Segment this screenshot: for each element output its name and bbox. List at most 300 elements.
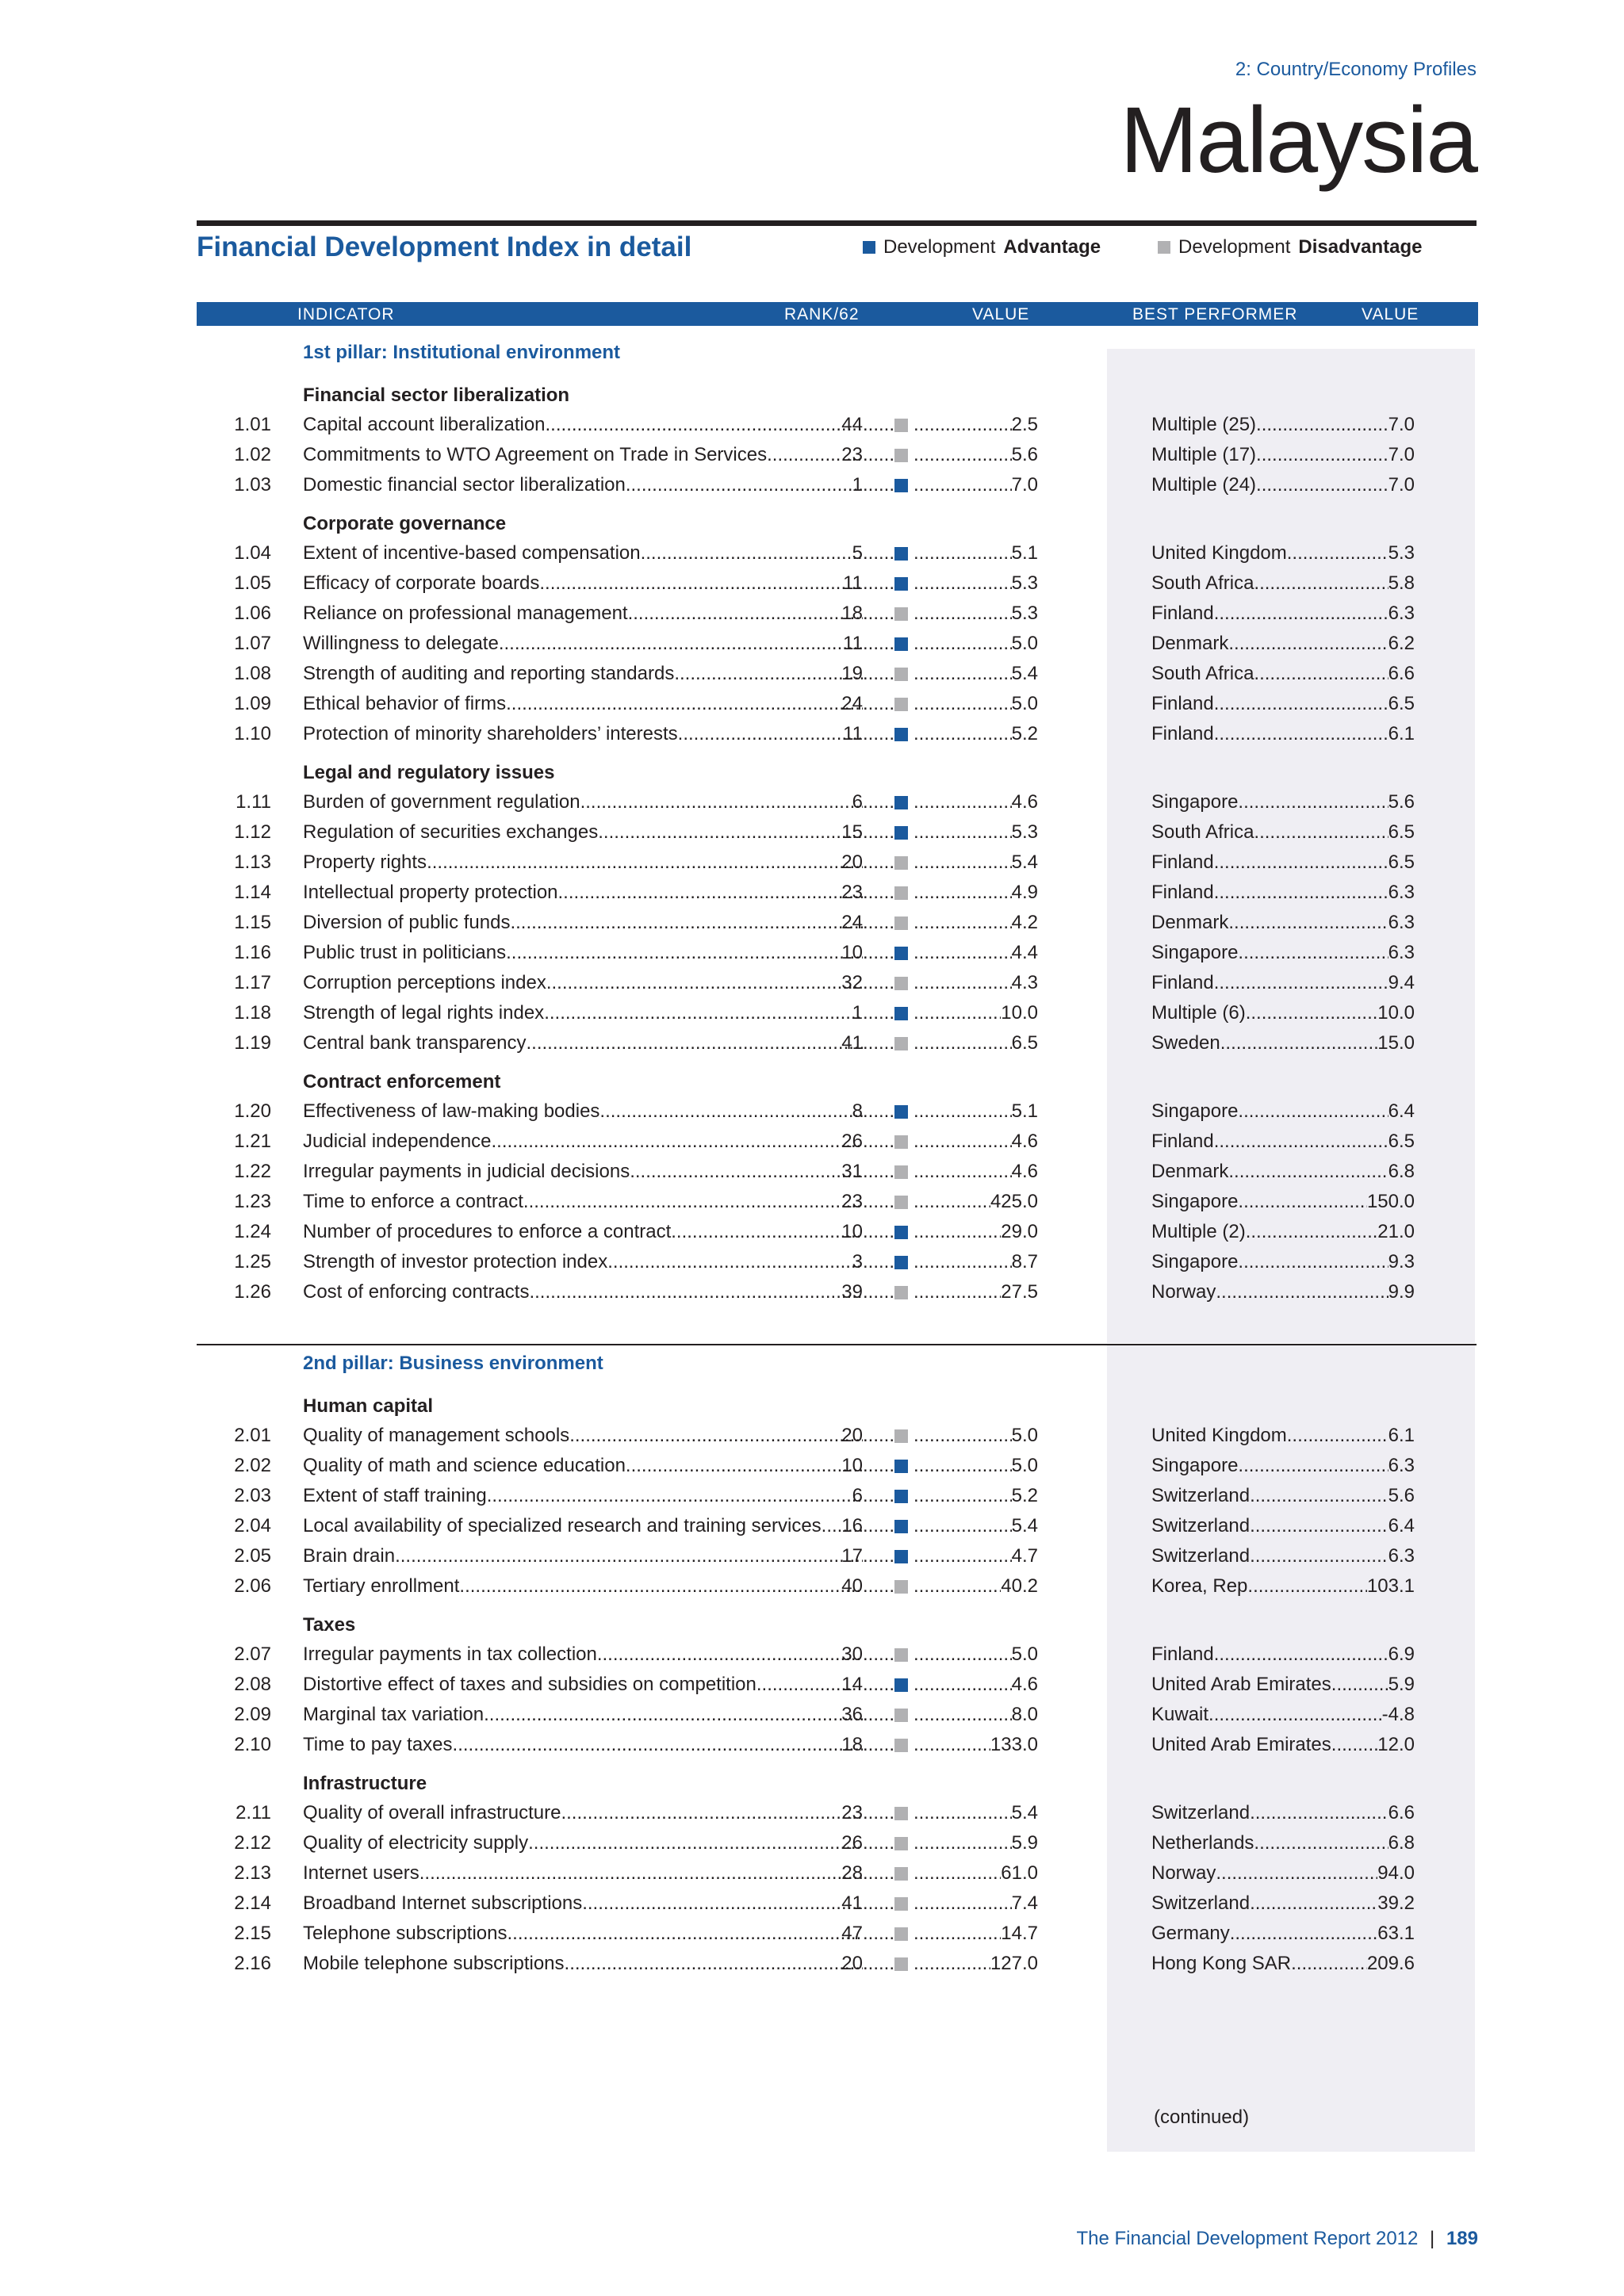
leader-dots [914, 689, 1012, 719]
best-performer [1151, 878, 1415, 908]
rank-value: 3 [852, 1251, 863, 1272]
indicator-code: 1.08 [234, 663, 271, 684]
indicator-name: Quality of math and science education [303, 1455, 626, 1476]
indicator-code: 1.16 [234, 942, 271, 963]
best-performer-value: 6.8 [1388, 1161, 1415, 1182]
rank-value: 20 [841, 851, 863, 873]
best-performer-value: 6.3 [1388, 882, 1415, 903]
leader-dots [914, 1028, 1012, 1058]
best-performer-name: South Africa [1151, 821, 1254, 843]
leader-dots [914, 599, 1012, 629]
indicator-code: 2.07 [234, 1644, 271, 1665]
best-performer-value: 6.3 [1388, 603, 1415, 624]
indicator-value [914, 1451, 1038, 1481]
indicator-name: Irregular payments in tax collection [303, 1644, 597, 1665]
page-number: 189 [1446, 2228, 1478, 2249]
best-performer-name: Finland [1151, 693, 1214, 714]
indicator-name: Reliance on professional management [303, 603, 628, 624]
leader-dots [582, 1888, 863, 1919]
rank-value: 30 [841, 1644, 863, 1665]
value-text: 5.3 [1011, 821, 1038, 843]
indicator-value [914, 1028, 1038, 1058]
value-text: 5.0 [1011, 693, 1038, 714]
best-performer-value: 5.3 [1388, 542, 1415, 564]
country-title: Malaysia [1120, 88, 1477, 193]
leader-dots [427, 848, 863, 878]
legend-advantage-word: Advantage [1003, 236, 1101, 258]
indicator-name: Willingness to delegate [303, 633, 499, 654]
footer-separator: | [1430, 2228, 1435, 2249]
leader-dots [863, 908, 893, 938]
value-text: 5.6 [1011, 444, 1038, 465]
best-performer [1151, 599, 1415, 629]
rank-value: 32 [841, 972, 863, 993]
indicator-name: Brain drain [303, 1545, 396, 1567]
table-row [0, 1700, 1624, 1730]
table-row [0, 1888, 1624, 1919]
leader-dots [914, 878, 1012, 908]
rank-value: 19 [841, 663, 863, 684]
disadvantage-square-icon [894, 916, 908, 930]
best-performer [1151, 1798, 1415, 1828]
leader-dots [1238, 787, 1388, 817]
leader-dots [484, 1700, 863, 1730]
indicator-name: Efficacy of corporate boards [303, 572, 540, 594]
value-text: 5.2 [1011, 1485, 1038, 1506]
best-performer-name: Singapore [1151, 942, 1239, 963]
indicator-label [303, 719, 863, 749]
leader-dots [863, 878, 893, 908]
indicator-name: Time to enforce a contract [303, 1191, 523, 1212]
table-row [0, 817, 1624, 848]
table-row [0, 1640, 1624, 1670]
leader-dots [863, 1828, 893, 1858]
best-performer-name: Multiple (6) [1151, 1002, 1246, 1024]
rank-value: 1 [852, 1002, 863, 1024]
table-row [0, 568, 1624, 599]
leader-dots [914, 1187, 990, 1217]
value-text: 4.6 [1011, 791, 1038, 813]
best-performer-name: Switzerland [1151, 1485, 1251, 1506]
rank-value: 23 [841, 1802, 863, 1823]
group-title: Taxes [303, 1614, 356, 1636]
leader-dots [561, 1798, 863, 1828]
value-text: 61.0 [1001, 1862, 1038, 1884]
best-performer-name: Finland [1151, 603, 1214, 624]
indicator-label [303, 848, 863, 878]
indicator-value [914, 1730, 1038, 1760]
best-performer-value: 209.6 [1366, 1953, 1415, 1974]
rank-value: 8 [852, 1100, 863, 1122]
advantage-square-icon [894, 1105, 908, 1119]
table-row [0, 848, 1624, 878]
leader-dots [1291, 1949, 1367, 1979]
indicator-label [303, 568, 863, 599]
pillar-title: 1st pillar: Institutional environment [303, 342, 621, 363]
leader-dots [1253, 1571, 1367, 1601]
leader-dots [419, 1858, 863, 1888]
indicator-value [914, 1949, 1038, 1979]
indicator-value [914, 599, 1038, 629]
leader-dots [1246, 1217, 1378, 1247]
leader-dots [1228, 629, 1388, 659]
best-performer-value: 6.3 [1388, 912, 1415, 933]
best-performer [1151, 1096, 1415, 1127]
indicator-label [303, 1828, 863, 1858]
indicator-name: Broadband Internet subscriptions [303, 1892, 583, 1914]
indicator-code: 1.02 [234, 444, 271, 465]
leader-dots [863, 1127, 893, 1157]
leader-dots [863, 1451, 893, 1481]
indicator-code: 1.26 [234, 1281, 271, 1303]
best-performer [1151, 1640, 1415, 1670]
indicator-value [914, 1571, 1038, 1601]
indicator-name: Marginal tax variation [303, 1704, 485, 1725]
leader-dots [863, 787, 893, 817]
indicator-value [914, 1247, 1038, 1277]
leader-dots [863, 1187, 893, 1217]
table-row [0, 440, 1624, 470]
indicator-name: Tertiary enrollment [303, 1575, 460, 1597]
leader-dots [1216, 1858, 1377, 1888]
disadvantage-square-icon [894, 1648, 908, 1662]
indicator-value [914, 1421, 1038, 1451]
table-row [0, 1571, 1624, 1601]
disadvantage-square-icon [894, 886, 908, 900]
best-performer-value: 150.0 [1366, 1191, 1415, 1212]
value-text: 27.5 [1001, 1281, 1038, 1303]
legend-advantage [863, 236, 1101, 258]
rank-value: 10 [841, 1455, 863, 1476]
leader-dots [863, 1247, 893, 1277]
indicator-code: 1.06 [234, 603, 271, 624]
best-performer-name: Switzerland [1151, 1515, 1251, 1536]
leader-dots [1256, 470, 1388, 500]
indicator-value [914, 1127, 1038, 1157]
indicator-name: Extent of incentive-based compensation [303, 542, 641, 564]
table-row [0, 1858, 1624, 1888]
leader-dots [395, 1541, 863, 1571]
disadvantage-square-icon [894, 1957, 908, 1971]
indicator-label [303, 998, 863, 1028]
leader-dots [914, 1571, 1001, 1601]
best-performer [1151, 1541, 1415, 1571]
col-best-performer: BEST PERFORMER [1132, 305, 1298, 323]
best-performer [1151, 1858, 1415, 1888]
disadvantage-square-icon [894, 607, 908, 621]
disadvantage-square-icon [894, 1837, 908, 1850]
best-performer-name: United Arab Emirates [1151, 1734, 1331, 1755]
indicator-label [303, 659, 863, 689]
value-text: 4.4 [1011, 942, 1038, 963]
indicator-name: Quality of overall infrastructure [303, 1802, 561, 1823]
indicator-name: Property rights [303, 851, 427, 873]
indicator-code: 2.11 [236, 1802, 271, 1823]
leader-dots [1287, 538, 1388, 568]
leader-dots [539, 568, 863, 599]
best-performer-name: Singapore [1151, 1100, 1239, 1122]
best-performer-value: 6.9 [1388, 1644, 1415, 1665]
indicator-label [303, 538, 863, 568]
leader-dots [1250, 1511, 1388, 1541]
table-row [0, 1481, 1624, 1511]
best-performer-value: 6.3 [1388, 942, 1415, 963]
rank-value: 40 [841, 1575, 863, 1597]
leader-dots [914, 568, 1012, 599]
table-row [0, 1028, 1624, 1058]
value-text: 5.4 [1011, 851, 1038, 873]
best-performer-value: 6.1 [1388, 723, 1415, 744]
value-text: 4.9 [1011, 882, 1038, 903]
table-row [0, 908, 1624, 938]
leader-dots [1250, 1541, 1388, 1571]
value-text: 4.7 [1011, 1545, 1038, 1567]
best-performer-name: Finland [1151, 723, 1214, 744]
indicator-name: Extent of staff training [303, 1485, 487, 1506]
leader-dots [580, 787, 863, 817]
leader-dots [1214, 848, 1388, 878]
rank-value: 11 [843, 723, 863, 744]
table-row [0, 659, 1624, 689]
table-row [0, 998, 1624, 1028]
pillar-title: 2nd pillar: Business environment [303, 1353, 603, 1374]
leader-dots [863, 719, 893, 749]
leader-dots [914, 1919, 1001, 1949]
legend-disadvantage-prefix: Development [1178, 236, 1291, 258]
advantage-square-icon [863, 241, 875, 254]
best-performer [1151, 1949, 1415, 1979]
advantage-square-icon [894, 796, 908, 809]
leader-dots [863, 1421, 893, 1451]
indicator-code: 1.15 [234, 912, 271, 933]
group-title: Corporate governance [303, 513, 507, 534]
best-performer-name: Switzerland [1151, 1802, 1251, 1823]
leader-dots [863, 1858, 893, 1888]
table-row [0, 689, 1624, 719]
rank-value: 26 [841, 1131, 863, 1152]
disadvantage-square-icon [894, 419, 908, 432]
value-text: 5.2 [1011, 723, 1038, 744]
best-performer [1151, 1888, 1415, 1919]
best-performer [1151, 659, 1415, 689]
table-row [0, 1828, 1624, 1858]
rank-value: 36 [841, 1704, 863, 1725]
indicator-label [303, 1481, 863, 1511]
indicator-name: Strength of legal rights index [303, 1002, 545, 1024]
best-performer-value: 6.3 [1388, 1455, 1415, 1476]
leader-dots [1331, 1670, 1388, 1700]
best-performer-name: Denmark [1151, 633, 1229, 654]
leader-dots [1214, 1640, 1388, 1670]
best-performer-name: Singapore [1151, 791, 1239, 813]
rank-value: 11 [843, 633, 863, 654]
value-text: 8.7 [1011, 1251, 1038, 1272]
disadvantage-square-icon [894, 1196, 908, 1209]
table-row [0, 1511, 1624, 1541]
leader-dots [1254, 568, 1388, 599]
advantage-square-icon [894, 1550, 908, 1563]
table-row [0, 968, 1624, 998]
indicator-code: 2.02 [234, 1455, 271, 1476]
best-performer-name: Finland [1151, 972, 1214, 993]
indicator-name: Strength of investor protection index [303, 1251, 608, 1272]
best-performer [1151, 1187, 1415, 1217]
best-performer-name: Switzerland [1151, 1545, 1251, 1567]
indicator-value [914, 848, 1038, 878]
indicator-name: Public trust in politicians [303, 942, 507, 963]
value-text: 7.0 [1011, 474, 1038, 496]
leader-dots [914, 1541, 1012, 1571]
rank-value: 44 [841, 414, 863, 435]
indicator-code: 1.17 [234, 972, 271, 993]
table-row [0, 1217, 1624, 1247]
indicator-name: Regulation of securities exchanges [303, 821, 599, 843]
best-performer-value: 6.3 [1388, 1545, 1415, 1567]
footer-report: The Financial Development Report 2012 [1076, 2228, 1419, 2249]
leader-dots [529, 1277, 863, 1307]
col-best-value: VALUE [1362, 305, 1419, 323]
indicator-code: 1.04 [234, 542, 271, 564]
best-performer-name: Denmark [1151, 1161, 1229, 1182]
disadvantage-square-icon [894, 1927, 908, 1941]
indicator-code: 2.13 [234, 1862, 271, 1884]
value-text: 5.1 [1011, 542, 1038, 564]
indicator-name: Mobile telephone subscriptions [303, 1953, 565, 1974]
value-text: 5.0 [1011, 1455, 1038, 1476]
indicator-label [303, 1217, 863, 1247]
advantage-square-icon [894, 1460, 908, 1473]
rank-value: 15 [841, 821, 863, 843]
best-performer [1151, 1571, 1415, 1601]
value-text: 4.6 [1011, 1674, 1038, 1695]
best-performer-value: 6.4 [1388, 1515, 1415, 1536]
leader-dots [1238, 938, 1388, 968]
best-performer [1151, 689, 1415, 719]
rank-value: 23 [841, 882, 863, 903]
advantage-square-icon [894, 547, 908, 561]
legend-disadvantage-word: Disadvantage [1298, 236, 1423, 258]
indicator-code: 2.01 [234, 1425, 271, 1446]
table-row [0, 599, 1624, 629]
rank-value: 1 [852, 474, 863, 496]
leader-dots [863, 629, 893, 659]
indicator-name: Quality of electricity supply [303, 1832, 529, 1854]
disadvantage-square-icon [894, 1709, 908, 1722]
group-title: Financial sector liberalization [303, 385, 570, 406]
leader-dots [863, 848, 893, 878]
advantage-square-icon [894, 728, 908, 741]
leader-dots [558, 878, 863, 908]
indicator-code: 1.20 [234, 1100, 271, 1122]
indicator-label [303, 1700, 863, 1730]
indicator-label [303, 1096, 863, 1127]
indicator-value [914, 1640, 1038, 1670]
leader-dots [863, 1096, 893, 1127]
leader-dots [863, 998, 893, 1028]
value-text: 4.6 [1011, 1131, 1038, 1152]
disadvantage-square-icon [894, 1286, 908, 1299]
leader-dots [914, 1640, 1012, 1670]
leader-dots [914, 1451, 1012, 1481]
leader-dots [863, 1700, 893, 1730]
disadvantage-square-icon [894, 449, 908, 462]
leader-dots [914, 1700, 1012, 1730]
indicator-code: 1.14 [234, 882, 271, 903]
top-rule [197, 220, 1477, 226]
indicator-code: 1.03 [234, 474, 271, 496]
leader-dots [863, 659, 893, 689]
indicator-label [303, 1730, 863, 1760]
best-performer [1151, 1481, 1415, 1511]
indicator-label [303, 1451, 863, 1481]
indicator-label [303, 1571, 863, 1601]
value-text: 4.2 [1011, 912, 1038, 933]
best-performer-value: 5.8 [1388, 572, 1415, 594]
best-performer [1151, 1157, 1415, 1187]
best-performer-name: South Africa [1151, 663, 1254, 684]
value-text: 5.1 [1011, 1100, 1038, 1122]
indicator-name: Time to pay taxes [303, 1734, 453, 1755]
leader-dots [914, 1828, 1012, 1858]
rank-value: 5 [852, 542, 863, 564]
leader-dots [1214, 878, 1388, 908]
leader-dots [1256, 410, 1388, 440]
table-row [0, 470, 1624, 500]
leader-dots [863, 938, 893, 968]
leader-dots [914, 1421, 1012, 1451]
leader-dots [1228, 1157, 1388, 1187]
best-performer-name: Denmark [1151, 912, 1229, 933]
best-performer [1151, 817, 1415, 848]
indicator-name: Distortive effect of taxes and subsidies on competition [303, 1674, 756, 1695]
indicator-code: 2.15 [234, 1923, 271, 1944]
advantage-square-icon [894, 637, 908, 651]
disadvantage-square-icon [894, 1867, 908, 1881]
leader-dots [863, 1888, 893, 1919]
disadvantage-square-icon [894, 668, 908, 681]
best-performer [1151, 1451, 1415, 1481]
indicator-value [914, 568, 1038, 599]
rank-value: 10 [841, 942, 863, 963]
best-performer-value: 6.5 [1388, 821, 1415, 843]
leader-dots [1214, 599, 1388, 629]
advantage-square-icon [894, 1678, 908, 1692]
leader-dots [914, 470, 1012, 500]
leader-dots [914, 1798, 1012, 1828]
indicator-code: 2.14 [234, 1892, 271, 1914]
best-performer-name: Germany [1151, 1923, 1230, 1944]
indicator-code: 1.19 [234, 1032, 271, 1054]
indicator-value [914, 787, 1038, 817]
advantage-square-icon [894, 1007, 908, 1020]
leader-dots [499, 629, 863, 659]
best-performer [1151, 410, 1415, 440]
leader-dots [459, 1571, 863, 1601]
indicator-label [303, 1949, 863, 1979]
indicator-label [303, 1888, 863, 1919]
indicator-label [303, 1511, 863, 1541]
table-row [0, 410, 1624, 440]
indicator-name: Intellectual property protection [303, 882, 558, 903]
best-performer [1151, 1919, 1415, 1949]
advantage-square-icon [894, 1256, 908, 1269]
group-title: Legal and regulatory issues [303, 762, 555, 783]
best-performer-name: United Kingdom [1151, 542, 1287, 564]
indicator-name: Local availability of specialized research and training services [303, 1515, 822, 1536]
leader-dots [914, 1730, 990, 1760]
leader-dots [914, 1247, 1012, 1277]
best-performer-value: 10.0 [1377, 1002, 1415, 1024]
